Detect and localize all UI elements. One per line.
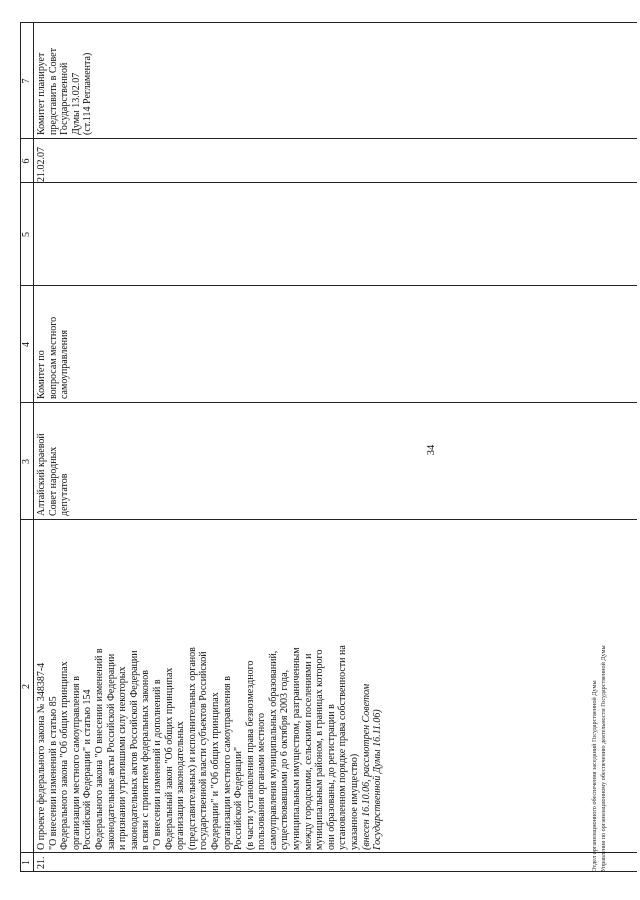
row-number: 21. [36, 856, 47, 869]
footer-line: Отдел организационного обеспечения заседаний Государственной Думы [591, 680, 598, 872]
bill-line: установленном порядке права собственности на [337, 645, 349, 850]
col-divider [20, 402, 637, 403]
bill-line: организации местного самоуправления в [70, 676, 82, 850]
bill-line: Федерации" и "Об общих принципах [209, 692, 221, 850]
col-divider [20, 182, 637, 183]
committee-line: вопросам местного [47, 316, 59, 399]
header-bottom-border [33, 22, 34, 872]
note-line: (ст.114 Регламента) [82, 52, 94, 135]
note-line: Комитет планирует [36, 52, 47, 135]
initiator-line: депутатов [59, 473, 71, 516]
note-line: представить в Совет [47, 48, 59, 135]
committee-note [36, 48, 94, 135]
bill-line: Федерального закона "Об общих принципах [59, 661, 71, 850]
bill-line: О проекте федерального закона № 348387-4 [36, 662, 47, 850]
col-divider [20, 285, 637, 286]
bill-line: они образованы, до регистрации в [325, 704, 337, 850]
footer-line: Управления по организационному обеспечению деятельности Государственной Думы [600, 645, 607, 872]
page-number: 34 [426, 444, 437, 456]
col-divider [20, 871, 637, 872]
col-divider [20, 22, 637, 23]
date-value: 21.02.07 [36, 147, 47, 182]
bill-line: между городскими, сельскими поселениями и [302, 653, 314, 850]
bill-line: "О внесении изменений в статью 85 [47, 696, 59, 850]
initiator-line: Совет народных [47, 446, 59, 516]
column-header-4: 4 [21, 342, 32, 347]
bill-line: в связи с принятием федеральных законов [140, 669, 152, 850]
bill-line: самоуправления муниципальных образований, [267, 650, 279, 850]
bills-table [20, 22, 637, 872]
col-divider [20, 852, 637, 853]
column-header-5: 5 [21, 232, 32, 237]
bill-line: и признании утратившими силу некоторых [117, 666, 129, 850]
bill-line: Федерального закона "О внесении изменений в [93, 648, 105, 850]
column-header-7: 7 [21, 78, 32, 84]
bill-line: пользования органами местного [256, 712, 268, 850]
bill-line: Российской Федерации" [233, 746, 245, 850]
committee-line: самоуправления [59, 329, 71, 399]
initiator-line: Алтайский краевой [36, 433, 47, 516]
bill-line: законодательных актов Российской Федерации [128, 650, 140, 850]
column-header-1: 1 [21, 860, 32, 865]
col-divider [20, 138, 637, 139]
bill-line: организации местного самоуправления в [221, 676, 233, 850]
committee-line: Комитет по [36, 350, 47, 399]
bill-line: Федеральный закон "Об общих принципах [163, 667, 175, 850]
bill-line: законодательные акты Российской Федерации [105, 653, 117, 850]
col-divider [20, 519, 637, 520]
column-header-6: 6 [21, 158, 32, 164]
bill-line: муниципальным имуществом, разграниченным [291, 647, 303, 850]
note-line: Государственной [59, 62, 71, 135]
bill-line: указанное имущество) [349, 753, 361, 850]
responsible-committee [36, 317, 71, 399]
bill-line: (представительных) и исполнительных органов [186, 647, 198, 850]
column-header-3: 3 [21, 459, 32, 464]
bill-line: "О внесении изменений и дополнений в [151, 679, 163, 850]
bill-line: государственной власти субъектов Российской [198, 651, 210, 850]
bill-description [36, 645, 384, 850]
bill-history-line: (внесен 16.10.06, рассмотрен Советом [360, 683, 372, 850]
bill-line: (в части установления права безвозмездного [244, 660, 256, 850]
bill-line: Российской Федерации" и статью 154 [82, 689, 94, 850]
bill-history-line: Государственной Думы 16.11.06) [372, 709, 384, 850]
bill-line: муниципальным районом, в границах которого [314, 649, 326, 850]
note-line: Думы 13.02.07 [70, 72, 82, 135]
column-header-2: 2 [21, 684, 32, 689]
footer [590, 645, 608, 872]
bill-line: существовавшими до 6 октября 2003 года, [279, 669, 291, 850]
initiator [36, 433, 71, 516]
bill-line: организации законодательных [175, 721, 187, 850]
